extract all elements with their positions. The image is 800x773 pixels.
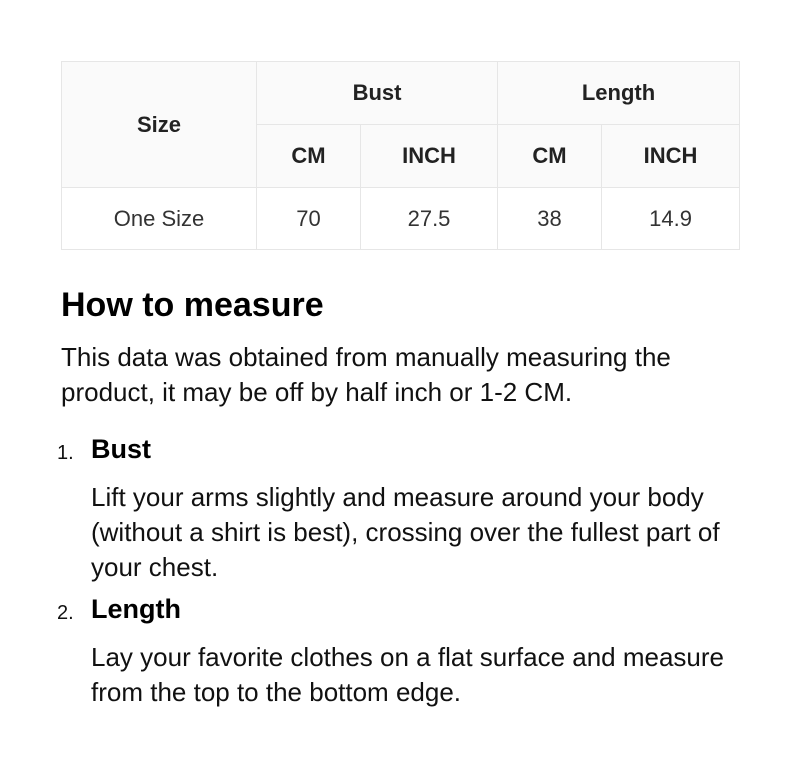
cell-length-inch: 14.9 [602,188,740,250]
measure-intro-text: This data was obtained from manually measuring the product, it may be off by half inch or 1-2 CM. [61,342,671,407]
cell-size: One Size [62,188,257,250]
step-number: 1. [57,442,74,464]
how-to-measure-title: How to measure [61,286,324,324]
table-row [62,188,740,250]
step-title-bust: Bust [91,434,151,464]
header-bust-cm: CM [257,125,361,188]
cell-length-cm: 38 [498,188,602,250]
header-bust: Bust [257,62,498,125]
step-number: 2. [57,602,74,624]
header-length-cm: CM [498,125,602,188]
header-length-inch: INCH [602,125,740,188]
header-bust-inch: INCH [361,125,498,188]
header-length: Length [498,62,740,125]
step-text-length: Lay your favorite clothes on a flat surface and measure from the top to the bottom edge. [91,642,725,707]
cell-bust-cm: 70 [257,188,361,250]
cell-bust-inch: 27.5 [361,188,498,250]
size-chart-table [61,61,740,250]
step-text-bust: Lift your arms slightly and measure around your body (without a shirt is best), crossing over the fullest part of your chest. [91,482,720,582]
step-title-length: Length [91,594,181,624]
table-header-row [62,62,740,125]
header-size: Size [62,62,257,188]
